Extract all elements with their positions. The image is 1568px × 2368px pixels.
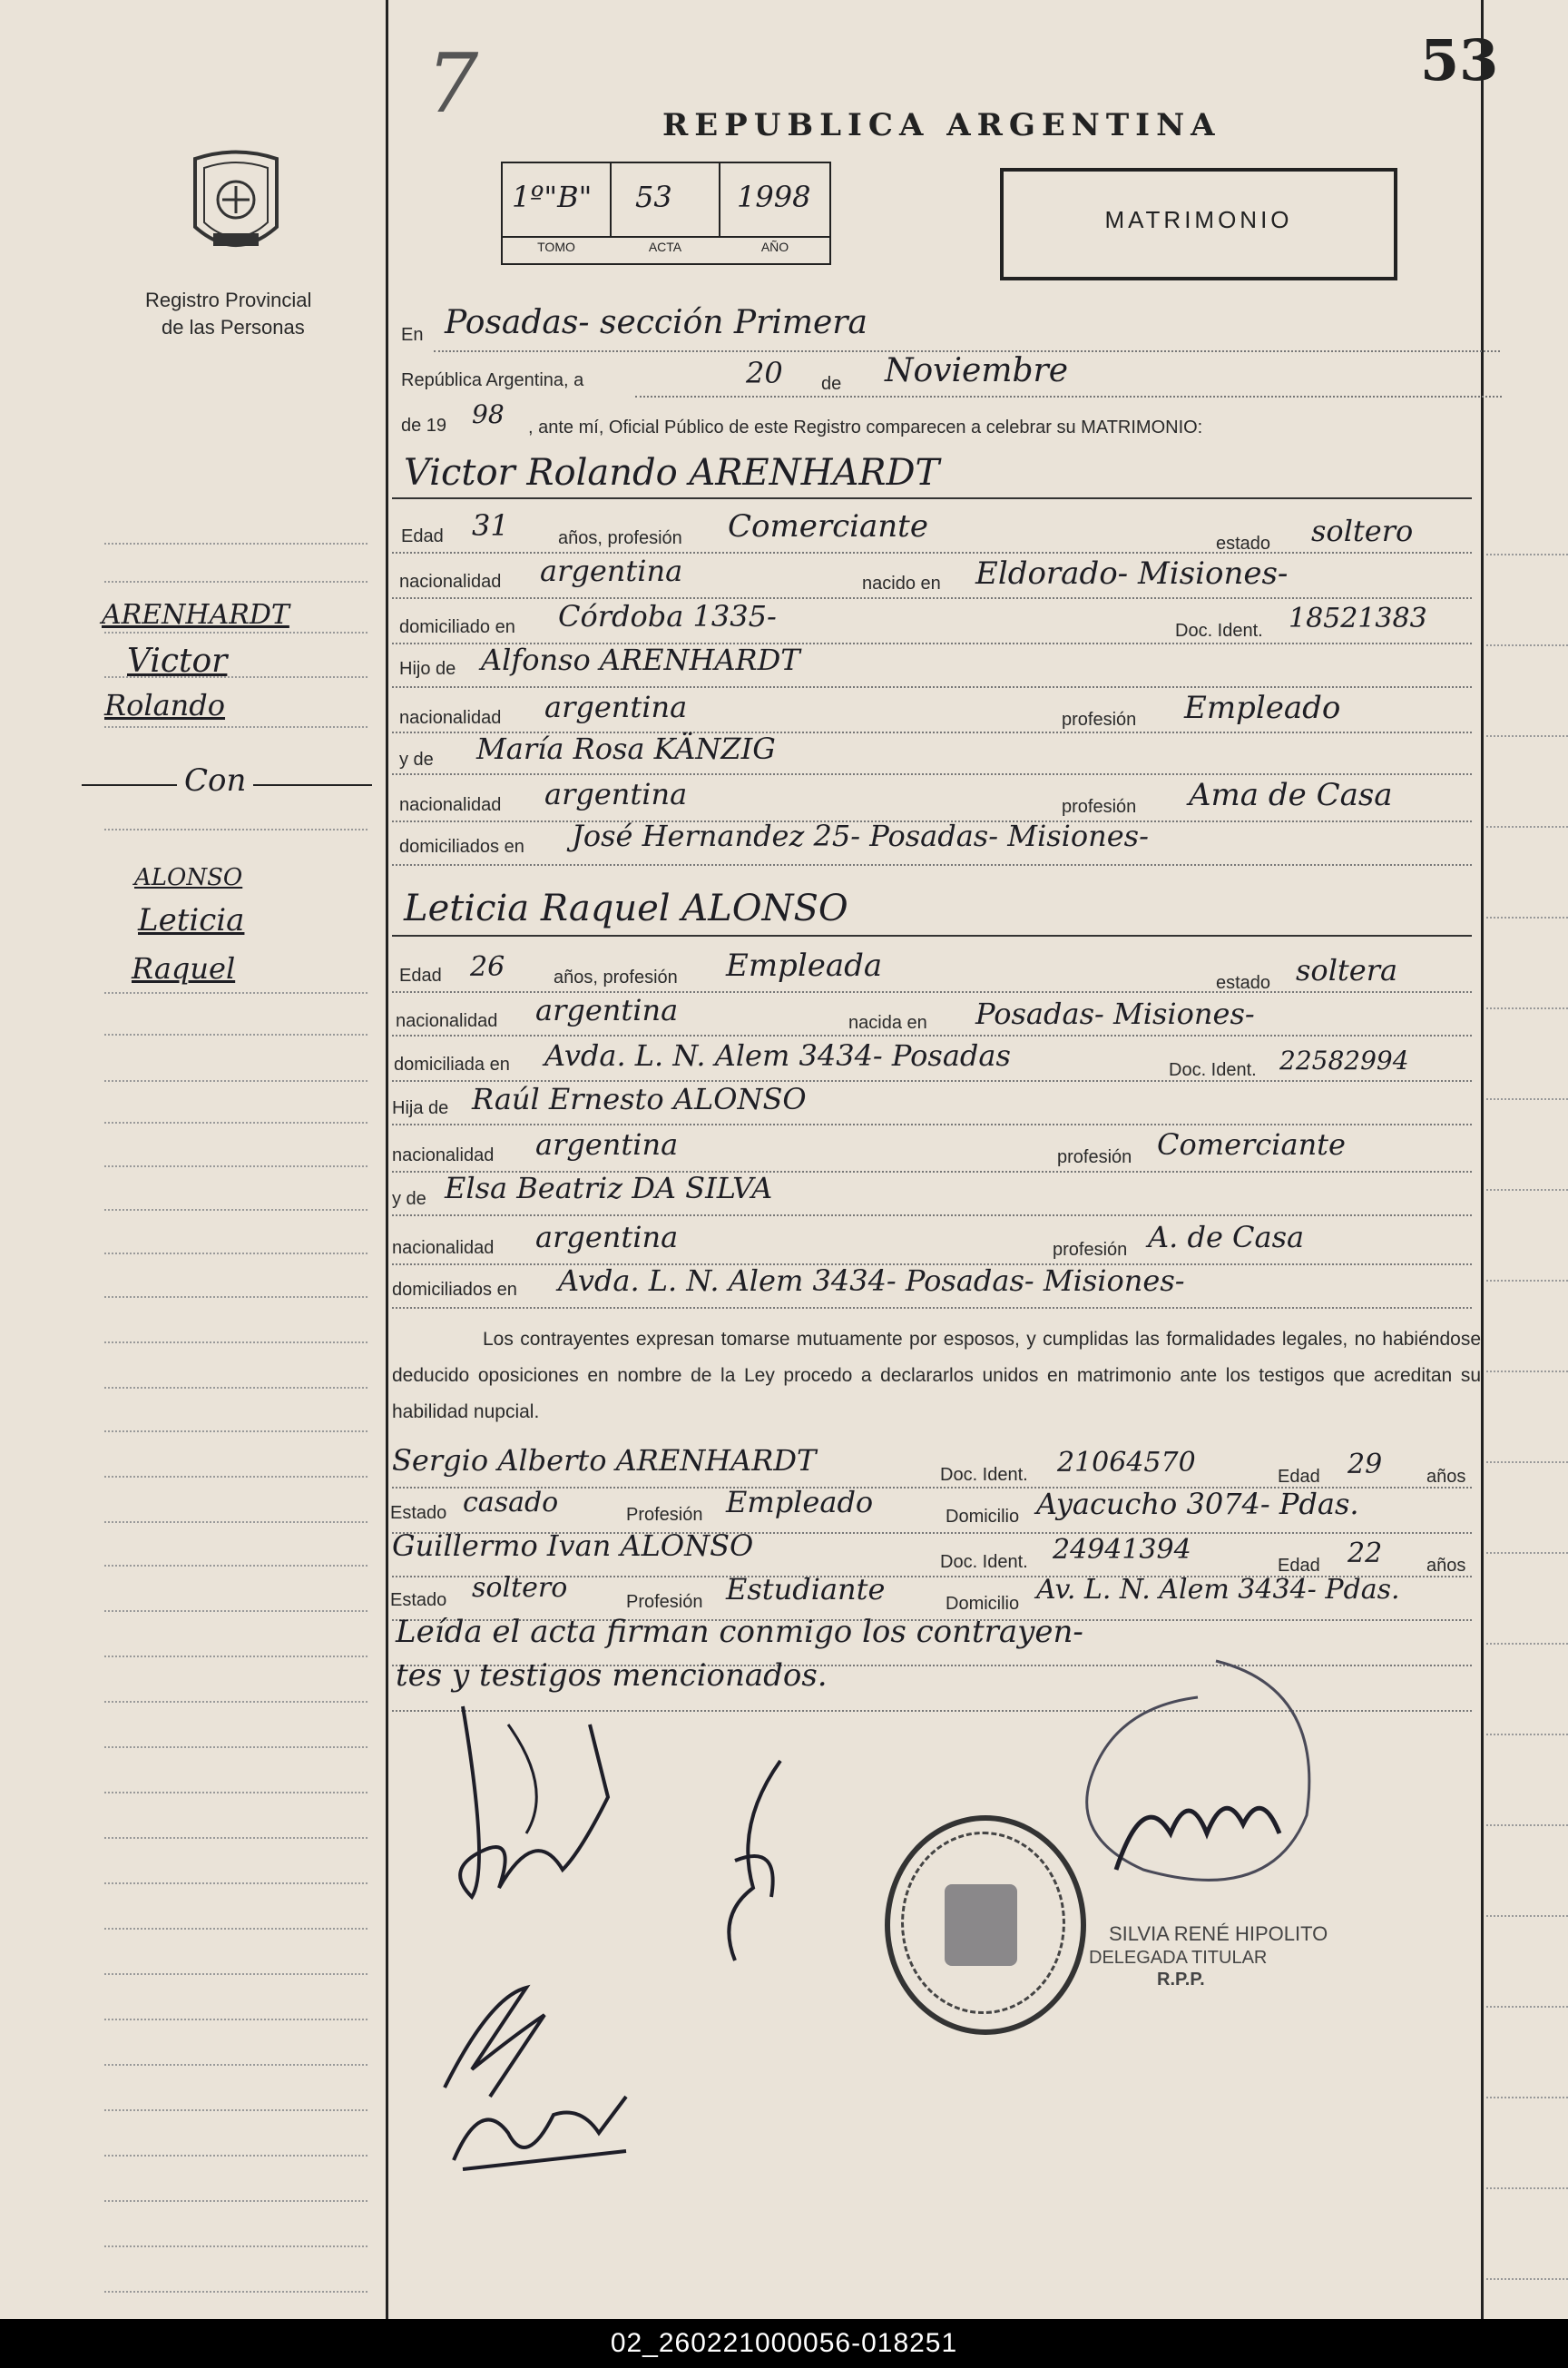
province-seal-icon [186,150,286,263]
groom-yde-label: y de [399,750,434,770]
groom-birthplace: Eldorado- Misiones- [975,555,1289,592]
groom-name: Victor Rolando ARENHARDT [404,452,940,494]
bride-doc: 22582994 [1279,1046,1409,1076]
bride-edad-label: Edad [399,966,442,986]
groom-domicilio-label: domiciliado en [399,617,515,637]
country-title: REPUBLICA ARGENTINA [662,107,1221,143]
groom-parents-domicilio-label: domiciliados en [399,837,524,857]
groom-mother-nationality-label: nacionalidad [399,795,502,815]
bride-mother-nationality-label: nacionalidad [392,1238,495,1258]
bride-name: Leticia Raquel ALONSO [404,888,848,929]
groom-nacido-label: nacido en [862,574,941,594]
bride-estado-label: estado [1216,973,1271,993]
declaration-text: Los contrayentes expresan tomarse mutuamente por esposos, y cumplidas las formalidades legales, no habiéndose deducido oposiciones en nombre de la Ley procedo a declararlos unidos en matrimonio ante los testigos que acreditan su habilidad nupcial. [392,1329,1481,1422]
witness1-doc-label: Doc. Ident. [940,1465,1028,1485]
groom-mother-profession: Ama de Casa [1189,777,1393,813]
witness2-edad-label: Edad [1278,1556,1320,1576]
bride-mother: Elsa Beatriz DA SILVA [445,1171,773,1205]
bride-address: Avda. L. N. Alem 3434- Posadas [544,1038,1011,1073]
witness2-profesion-label: Profesión [626,1592,703,1612]
witness2-doc: 24941394 [1053,1534,1191,1566]
margin-bride-surname: ALONSO [134,864,243,891]
year-prefix: de 19 [401,416,447,436]
closing-line2: tes y testigos mencionados. [396,1657,828,1694]
groom-mother-nationality: argentina [544,777,688,811]
bride-nacida-label: nacida en [848,1013,927,1033]
bride-mother-nationality: argentina [535,1220,679,1254]
witness1-domicilio-label: Domicilio [946,1507,1020,1527]
closing-line1: Leída el acta firman conmigo los contrayen- [396,1614,1083,1650]
signature-witness2 [445,2078,644,2192]
witness2-age: 22 [1348,1538,1383,1569]
bride-father-nationality-label: nacionalidad [392,1145,495,1165]
groom-nationality-label: nacionalidad [399,572,502,592]
document-type-label: MATRIMONIO [1104,206,1293,233]
groom-mother: María Rosa KÄNZIG [476,732,776,766]
bride-hija-label: Hija de [392,1098,449,1118]
margin-groom-name1: Victor [127,643,228,680]
witness2-domicilio-label: Domicilio [946,1594,1020,1614]
bride-father-profession: Comerciante [1157,1127,1346,1162]
groom-mother-profession-label: profesión [1062,797,1137,817]
witness2-estado-label: Estado [390,1590,447,1610]
bride-domicilio-label: domiciliada en [394,1055,510,1075]
ano-value: 1998 [737,180,811,214]
official-name: SILVIA RENÉ HIPOLITO [1109,1922,1328,1945]
document-type-box [1000,168,1397,280]
registry-name-line2: de las Personas [162,316,305,339]
official-office: R.P.P. [1157,1970,1205,1990]
acta-label: ACTA [648,240,682,254]
groom-doc: 18521383 [1289,603,1427,634]
witness1-status: casado [463,1487,559,1518]
bride-status: soltera [1296,953,1398,987]
left-vertical-rule [386,0,388,2319]
signature-official [1034,1652,1343,1929]
bride-nationality: argentina [535,993,679,1027]
groom-anos-profesion-label: años, profesión [558,528,682,548]
groom-doc-label: Doc. Ident. [1175,621,1263,641]
groom-nationality: argentina [540,554,683,588]
bride-age: 26 [470,951,505,983]
witness1-address: Ayacucho 3074- Pdas. [1036,1487,1359,1521]
witness1-age: 29 [1348,1449,1383,1480]
day-value: 20 [746,356,783,390]
groom-hijo-label: Hijo de [399,659,456,679]
witness2-name: Guillermo Ivan ALONSO [392,1528,754,1563]
margin-mark: 7 [426,36,479,132]
groom-father: Alfonso ARENHARDT [481,643,800,677]
signature-bride [681,1752,817,1974]
official-title: DELEGADA TITULAR [1089,1948,1268,1968]
witness1-estado-label: Estado [390,1503,447,1523]
witness1-profession: Empleado [726,1485,874,1519]
margin-bride-name2: Raquel [132,951,236,986]
year-suffix: 98 [472,399,505,429]
republica-label: República Argentina, a [401,370,584,390]
bride-mother-profession: A. de Casa [1148,1220,1305,1254]
witness1-name: Sergio Alberto ARENHARDT [392,1443,817,1478]
image-id-footer: 02_260221000056-018251 [0,2319,1568,2368]
groom-father-nationality: argentina [544,690,688,724]
tomo-label: TOMO [537,240,575,254]
bride-parents-address: Avda. L. N. Alem 3434- Posadas- Misiones- [558,1263,1185,1298]
witness2-anos-label: años [1426,1556,1466,1576]
de-label: de [821,374,842,394]
page-number: 53 [1420,27,1499,93]
statement: , ante mí, Oficial Público de este Registro comparecen a celebrar su MATRIMONIO: [528,418,1203,437]
right-vertical-rule [1481,0,1484,2319]
signature-groom [426,1688,662,1929]
groom-estado-label: estado [1216,534,1271,554]
groom-father-profession: Empleado [1184,690,1341,726]
witness1-doc: 21064570 [1057,1447,1196,1479]
acta-value: 53 [635,180,672,214]
groom-edad-label: Edad [401,526,444,546]
record-number-box [501,162,831,265]
witness1-profesion-label: Profesión [626,1505,703,1525]
groom-status: soltero [1311,514,1414,548]
witness2-profession: Estudiante [726,1572,886,1607]
bride-nationality-label: nacionalidad [396,1011,498,1031]
margin-groom-name2: Rolando [104,688,226,722]
witness2-status: soltero [472,1572,568,1604]
bride-father-profession-label: profesión [1057,1147,1132,1167]
witness2-doc-label: Doc. Ident. [940,1552,1028,1572]
en-label: En [401,325,424,345]
groom-father-nationality-label: nacionalidad [399,708,502,728]
bride-father: Raúl Ernesto ALONSO [472,1082,807,1116]
groom-father-profession-label: profesión [1062,710,1137,730]
margin-bride-name1: Leticia [138,902,245,938]
bride-doc-label: Doc. Ident. [1169,1060,1257,1080]
witness2-address: Av. L. N. Alem 3434- Pdas. [1036,1574,1400,1606]
official-stamp [885,1815,1086,2035]
bride-yde-label: y de [392,1189,426,1209]
groom-address: Córdoba 1335- [558,599,777,634]
registry-name-line1: Registro Provincial [145,289,312,311]
groom-profession: Comerciante [728,508,928,545]
witness1-edad-label: Edad [1278,1467,1320,1487]
margin-con: Con [177,762,253,799]
bride-birthplace: Posadas- Misiones- [975,997,1255,1031]
groom-age: 31 [472,508,509,543]
groom-parents-address: José Hernandez 25- Posadas- Misiones- [572,819,1149,853]
bride-mother-profession-label: profesión [1053,1240,1128,1260]
tomo-value: 1º"B" [512,180,593,214]
month-value: Noviembre [885,352,1069,389]
bride-profession: Empleada [726,948,883,984]
bride-anos-profesion-label: años, profesión [554,968,678,987]
place-value: Posadas- sección Primera [445,304,867,341]
witness1-anos-label: años [1426,1467,1466,1487]
bride-parents-domicilio-label: domiciliados en [392,1280,517,1300]
ano-label: AÑO [760,240,789,254]
bride-father-nationality: argentina [535,1127,679,1162]
margin-groom-surname: ARENHARDT [102,599,289,631]
